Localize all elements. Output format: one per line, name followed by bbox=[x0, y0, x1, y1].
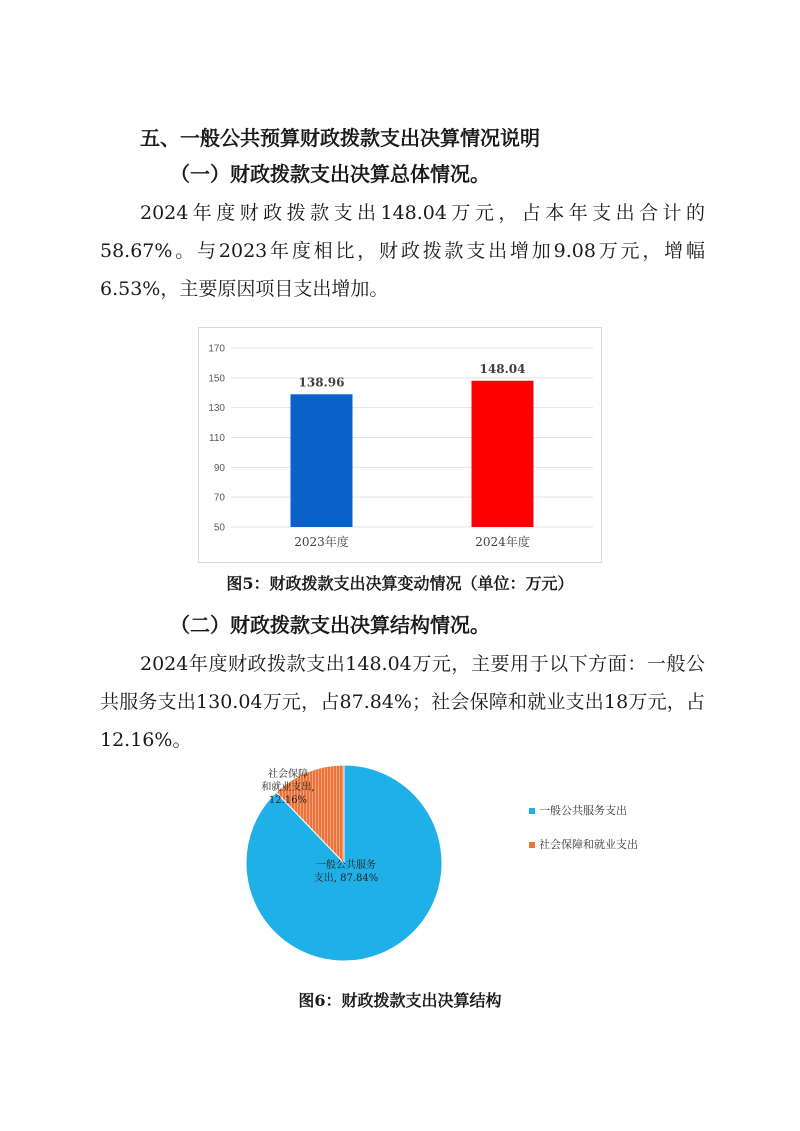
y-tick-label: 90 bbox=[213, 462, 225, 474]
pie-chart-svg bbox=[240, 760, 680, 970]
legend-label: 社会保障和就业支出 bbox=[539, 838, 638, 851]
bar bbox=[472, 381, 534, 527]
figure5-caption: 图5：财政拨款支出决算变动情况（单位：万元） bbox=[226, 574, 574, 593]
pie-slice-label: 和就业支出, bbox=[261, 782, 315, 793]
paragraph-overall: 2024年度财政拨款支出148.04万元，占本年支出合计的58.67%。与2023年度相比，财政拨款支出增加9.08万元，增幅6.53%，主要原因项目支出增加。 bbox=[100, 202, 705, 300]
subheading-structure: （二）财政拨款支出决算结构情况。 bbox=[170, 613, 490, 637]
bar-chart bbox=[198, 327, 602, 563]
subheading-overall: （一）财政拨款支出决算总体情况。 bbox=[170, 162, 490, 186]
y-tick-label: 70 bbox=[213, 492, 225, 504]
y-tick-label: 170 bbox=[208, 343, 225, 355]
y-tick-label: 110 bbox=[209, 433, 225, 444]
legend-swatch bbox=[529, 808, 535, 814]
x-tick-label: 2024年度 bbox=[475, 535, 530, 549]
pie-chart bbox=[240, 760, 680, 970]
y-tick-label: 130 bbox=[208, 403, 225, 415]
bar bbox=[291, 394, 353, 527]
paragraph-structure: 2024年度财政拨款支出148.04万元，主要用于以下方面：一般公共服务支出130.04万元，占87.84%；社会保障和就业支出18万元，占12.16%。 bbox=[100, 653, 705, 751]
y-tick-label: 50 bbox=[213, 522, 225, 534]
y-tick-label: 150 bbox=[208, 373, 225, 385]
bar-chart-svg bbox=[199, 328, 601, 562]
bar-data-label: 138.96 bbox=[298, 375, 345, 390]
x-tick-label: 2023年度 bbox=[294, 535, 349, 549]
bar-data-label: 148.04 bbox=[479, 361, 526, 376]
pie-slice-label: 社会保障 bbox=[268, 769, 308, 780]
legend-swatch bbox=[529, 842, 535, 848]
pie-slice-label: 一般公共服务 bbox=[316, 860, 376, 871]
pie-slice-label: 支出, 87.84% bbox=[313, 873, 379, 884]
legend-label: 一般公共服务支出 bbox=[539, 804, 627, 817]
pie-slice-label: 12.16% bbox=[268, 795, 308, 806]
figure6-caption: 图6：财政拨款支出决算结构 bbox=[298, 991, 502, 1010]
section-title: 五、一般公共预算财政拨款支出决算情况说明 bbox=[140, 126, 540, 150]
